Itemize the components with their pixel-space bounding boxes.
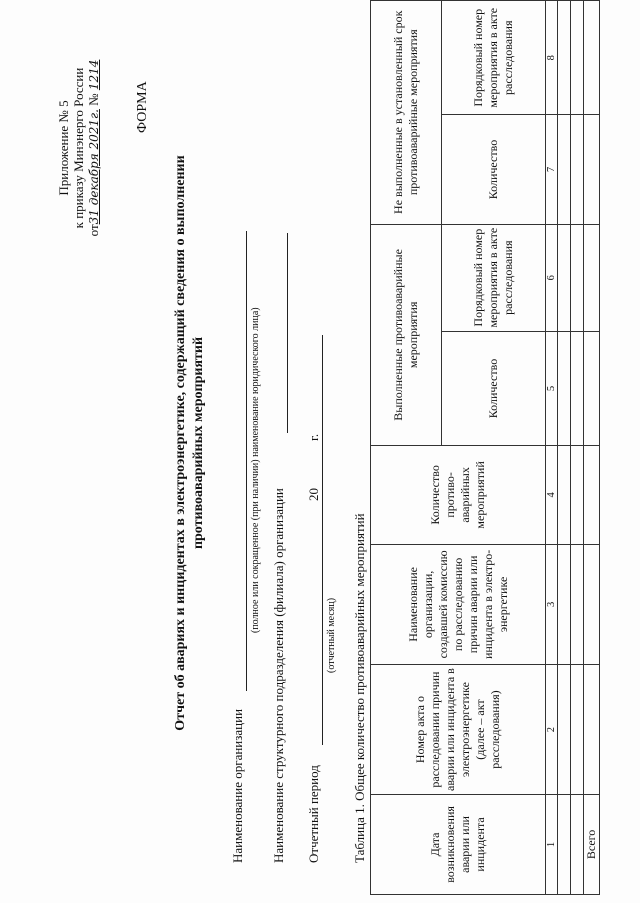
period-label: Отчетный период [306, 765, 321, 863]
header-date: Дата возникновения аварии или инцидента [371, 794, 546, 894]
column-number: 1 [546, 794, 558, 894]
header-measures-count: Количество противо-аварийных мероприятий [371, 446, 546, 544]
table-cell[interactable] [571, 544, 584, 665]
document-title [172, 103, 208, 783]
org-hint: (полное или сокращенное (при наличии) наименование юридического лица) [250, 307, 261, 633]
table-caption: Таблица 1. Общее количество противоаварийных мероприятий [352, 513, 367, 863]
header-act-number: Номер акта о расследовании причин аварии или инцидента в электроэнергетике (далее – акт расследования) [371, 665, 546, 795]
branch-underline [287, 233, 288, 433]
header-row-1 [371, 1, 442, 895]
table-row [571, 1, 584, 895]
appendix-line-1: Приложение № 5 [56, 100, 71, 196]
column-number: 7 [546, 115, 558, 224]
table-cell[interactable] [584, 665, 600, 795]
column-number: 6 [546, 224, 558, 331]
table-cell[interactable] [571, 224, 584, 331]
table-cell[interactable] [558, 1, 571, 115]
order-date: 31 декабря 2021г. [87, 109, 101, 225]
header-not-done-number: Порядковый номер мероприятия в акте расследования [442, 1, 546, 115]
form-label: ФОРМА [135, 81, 150, 133]
table-cell[interactable] [558, 115, 571, 224]
table-cell[interactable] [558, 665, 571, 795]
table-cell[interactable] [558, 794, 571, 894]
column-number: 5 [546, 331, 558, 445]
header-commission-org: Наименование организации, создавшей комиссию по расследованию причин аварии или инцидента в электро-энергетике [371, 544, 546, 665]
period-year-suffix: г. [306, 433, 321, 441]
column-number: 3 [546, 544, 558, 665]
table-cell[interactable] [584, 446, 600, 544]
header-not-done-group: Не выполненные в установленный срок противоаварийные мероприятия [371, 1, 442, 225]
table-cell[interactable] [558, 544, 571, 665]
table-cell[interactable] [584, 544, 600, 665]
appendix-line-3: от31 декабря 2021г. № 1214 [86, 59, 101, 237]
period-month-underline [322, 335, 323, 745]
header-done-group: Выполненные противоаварийные мероприятия [371, 224, 442, 446]
table-cell[interactable] [584, 1, 600, 115]
total-label: Всего [584, 794, 600, 894]
table-cell[interactable] [558, 446, 571, 544]
column-number: 4 [546, 446, 558, 544]
title-line-2: противоаварийных мероприятий [191, 336, 206, 550]
table-cell[interactable] [558, 331, 571, 445]
header-done-count: Количество [442, 331, 546, 445]
table-cell[interactable] [571, 1, 584, 115]
table-container [370, 0, 600, 895]
table-cell[interactable] [571, 115, 584, 224]
table-cell[interactable] [584, 115, 600, 224]
title-line-1: Отчет об авариях и инцидентах в электроэнергетике, содержащий сведения о выполнении [173, 155, 188, 731]
org-underline [246, 231, 247, 691]
total-row [584, 1, 600, 895]
appendix-block [56, 13, 102, 283]
column-numbers-row [546, 1, 558, 895]
column-number: 8 [546, 1, 558, 115]
header-not-done-count: Количество [442, 115, 546, 224]
table-cell[interactable] [571, 794, 584, 894]
table-cell[interactable] [571, 665, 584, 795]
order-number: 1214 [87, 59, 101, 91]
events-table [370, 0, 600, 895]
table-cell[interactable] [584, 331, 600, 445]
appendix-line-2: к приказу Минэнерго России [71, 67, 86, 229]
org-label: Наименование организации [230, 708, 245, 863]
column-number: 2 [546, 665, 558, 795]
branch-label: Наименование структурного подразделения (филиала) организации [271, 488, 286, 863]
table-cell[interactable] [558, 224, 571, 331]
table-row [558, 1, 571, 895]
table-cell[interactable] [571, 331, 584, 445]
table-cell[interactable] [584, 224, 600, 331]
period-year-prefix: 20 [306, 488, 321, 501]
period-hint: (отчетный месяц) [326, 597, 337, 673]
header-done-number: Порядковый номер мероприятия в акте расследования [442, 224, 546, 331]
table-cell[interactable] [571, 446, 584, 544]
